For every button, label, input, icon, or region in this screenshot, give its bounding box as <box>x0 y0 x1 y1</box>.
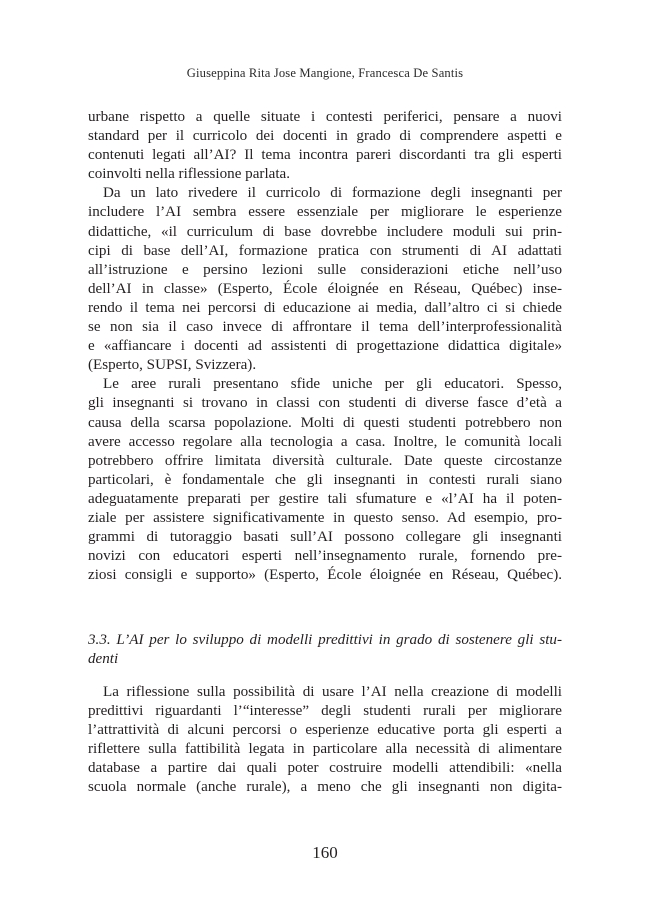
text-line: Da un lato rivedere il curricolo di formazione degli insegnanti per <box>103 185 562 202</box>
paragraph <box>88 375 562 585</box>
body-text-bottom <box>88 683 562 798</box>
text-line: avere accesso regolare alla tecnologia a casa. Inoltre, le comunità locali <box>88 433 562 450</box>
running-head: Giuseppina Rita Jose Mangione, Francesca De Santis <box>186 66 464 80</box>
paragraph <box>88 683 562 798</box>
text-line: gli insegnanti si trovano in classi con studenti di diverse fasce d’età a <box>88 395 562 412</box>
text-line: adeguatamente preparati per gestire tali sfumature e «l’AI ha il poten- <box>88 490 562 507</box>
text-line: riflettere sulla fattibilità legata in particolare alla necessità di alimentare <box>88 741 562 758</box>
text-line: dell’AI in classe» (Esperto, École éloignée en Réseau, Québec) inse- <box>88 280 562 297</box>
heading-line: 3.3. L’AI per lo sviluppo di modelli predittivi in grado di sostenere gli stu- <box>88 632 562 648</box>
text-line: e «affiancare i docenti ad assistenti di progettazione didattica digitale» <box>88 338 562 355</box>
text-line: includere l’AI sembra essere essenziale per migliorare le esperienze <box>88 204 562 221</box>
text-line: rendo il tema nei percorsi di educazione ai media, dall’altro ci si chiede <box>88 299 562 316</box>
body-text-top <box>88 108 562 585</box>
paragraph <box>88 184 562 375</box>
text-line: scuola normale (anche rurale), a meno che gli insegnanti non digita- <box>88 779 562 796</box>
text-line: didattiche, «il curriculum di base dovrebbe includere moduli sui prin- <box>88 223 562 240</box>
text-line: Le aree rurali presentano sfide uniche per gli educatori. Spesso, <box>103 376 562 393</box>
text-line: cipi di base dell’AI, formazione pratica con strumenti di AI adattati <box>88 242 562 259</box>
text-line: potrebbero offrire limitata diversità culturale. Date queste circostanze <box>88 452 562 469</box>
text-line: novizi con educatori esperti nell’insegnamento rurale, fornendo pre- <box>88 548 562 565</box>
text-line: La riflessione sulla possibilità di usare l’AI nella creazione di modelli <box>103 684 562 700</box>
text-line: contenuti legati all’AI? Il tema incontra pareri discordanti tra gli esperti <box>88 147 562 164</box>
text-line: l’attrattività di alcuni percorsi o esperienze educative porta gli esperti a <box>88 722 562 739</box>
text-line: causa della scarsa popolazione. Molti di questi studenti potrebbero non <box>88 414 562 431</box>
text-line: particolari, è fondamentale che gli insegnanti in contesti rurali siano <box>88 471 562 488</box>
text-line: predittivi riguardanti l’“interesse” degli studenti rurali per migliorare <box>88 703 562 720</box>
text-line: (Esperto, SUPSI, Svizzera). <box>88 357 257 374</box>
paragraph <box>88 108 562 184</box>
section-heading <box>88 631 562 669</box>
text-line: ziosi consigli e supporto» (Esperto, École éloignée en Réseau, Québec). <box>88 567 562 584</box>
text-line: standard per il curricolo dei docenti in grado di comprendere aspetti e <box>88 128 562 145</box>
text-line: grammi di tutoraggio basati sull’AI possono collegare gli insegnanti <box>88 529 562 546</box>
heading-line: denti <box>88 651 119 668</box>
text-line: urbane rispetto a quelle situate i contesti periferici, pensare a nuovi <box>88 109 562 125</box>
text-line: database a partire dai quali poter costruire modelli attendibili: «nella <box>88 760 562 777</box>
text-line: se non sia il caso invece di affrontare il tema dell’interprofessionalità <box>88 319 562 336</box>
page-number: 160 <box>312 843 338 862</box>
text-line: all’istruzione e persino lezioni sulle considerazioni etiche nell’uso <box>88 261 562 278</box>
text-line: ziale per assistere significativamente in questo senso. Ad esempio, pro- <box>88 509 562 526</box>
text-line: coinvolti nella riflessione parlata. <box>88 166 291 183</box>
